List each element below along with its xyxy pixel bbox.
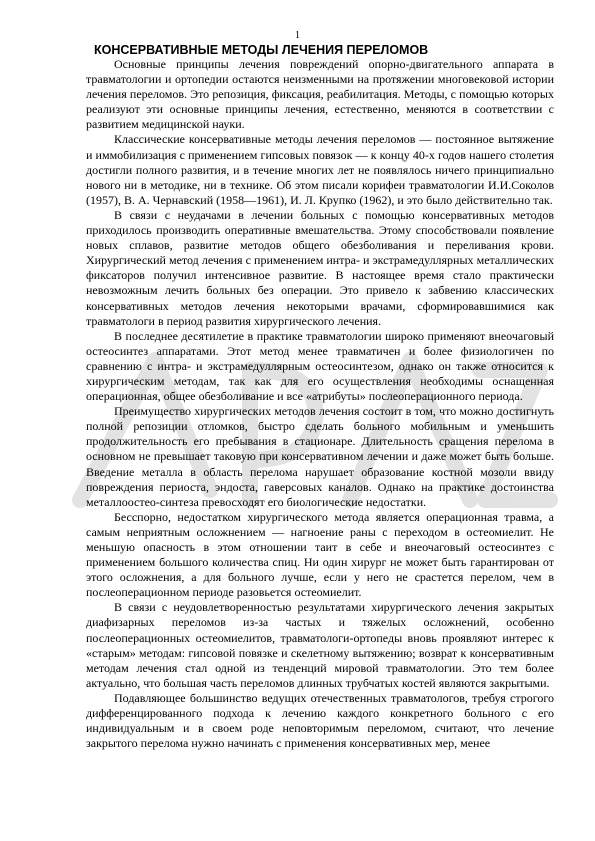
paragraph: В связи с неудовлетворенностью результатами хирургического лечения закрытых диафизарных переломов из-за частых и тяжелых осложнений, особенно послеоперационных остеомиелитов, травматологи-ортопеды вновь проявляют интерес к «старым» методам: гипсовой повязке и скелетному вытяжению; возврат к консервативным методам лечения стал одной из тенденций мировой травматологии. Это тем более актуально, что большая часть переломов длинных трубчатых костей являются закрытыми. — [86, 600, 554, 690]
page-number: 1 — [295, 30, 300, 41]
page-title: КОНСЕРВАТИВНЫЕ МЕТОДЫ ЛЕЧЕНИЯ ПЕРЕЛОМОВ — [94, 43, 429, 57]
paragraph: Преимущество хирургических методов лечения состоит в том, что можно достигнуть полной репозиции отломков, быстро сделать больного мобильным и уменьшить продолжительность его пребывания в стационаре. Длительность сращения перелома в основном не превышает таковую при консервативном лечении и даже может быть больше. Введение металла в область перелома нарушает образование костной мозоли ввиду повреждения периоста, эндоста, гаверсовых каналов. Однако на практике достоинства металлоостео-синтеза превосходят его биологические недостатки. — [86, 404, 554, 509]
paragraph: В связи с неудачами в лечении больных с помощью консервативных методов приходилось производить оперативные вмешательства. Этому способствовали появление новых сплавов, развитие методов общего обезболивания и переливания крови. Хирургический метод лечения с применением интра- и экстрамедуллярных металлических фиксаторов получил интенсивное развитие. В настоящее время стало практически невозможным лечить больных без операции. Это привело к забвению классических консервативных методов лечения некоторыми врачами, сформировавшимися как травматологи в период развития хирургического лечения. — [86, 207, 554, 328]
paragraph: В последнее десятилетие в практике травматологии широко применяют внеочаговый остеосинтез аппаратами. Этот метод менее травматичен и более физиологичен по сравнению с интра- и экстрамедуллярным остеосинтезом, однако он также относится к хирургическим методам, так как для его осуществления необходимы оснащенная операционная, общее обезболивание и все «атрибуты» послеоперационного периода. — [86, 328, 554, 404]
paragraph: Основные принципы лечения повреждений опорно-двигательного аппарата в травматологии и ортопедии остаются неизменными на протяжении многовековой истории лечения переломов. Это репозиция, фиксация, реабилитация. Методы, с помощью которых реализуют эти основные принципы лечения, естественно, меняются в соответствии с развитием медицинской науки. — [86, 57, 554, 132]
paragraph: Классические консервативные методы лечения переломов — постоянное вытяжение и иммобилизация с применением гипсовых повязок — к концу 40-х годов нашего столетия достигли полного развития, и в течение многих лет не появлялось ничего принципиально нового ни в методике, ни в технике. Об этом писали корифеи травматологии И.И.Соколов (1957), В. А. Чернавский (1958—1961), И. Л. Крупко (1962), и это было действительно так. — [86, 132, 554, 207]
paragraph: Подавляющее большинство ведущих отечественных травматологов, требуя строгого дифференцированного подхода к лечению каждого конкретного больного с его индивидуальным и в своем роде неповторимым переломом, считают, что лечение закрытого перелома нужно начинать с применения консервативных мер, менее — [86, 690, 554, 751]
document-body — [86, 57, 554, 751]
paragraph: Бесспорно, недостатком хирургического метода является операционная травма, а самым неприятным осложнением — нагноение раны с переходом в остеомиелит. Не меньшую опасность в этом отношении таит в себе и внеочаговый остеосинтез с применением большого количества спиц. Ни один хирург не может быть гарантирован от этого осложнения, а для больного лучше, если у него не срастется перелом, чем в послеоперационном периоде разовьется остеомиелит. — [86, 509, 554, 600]
